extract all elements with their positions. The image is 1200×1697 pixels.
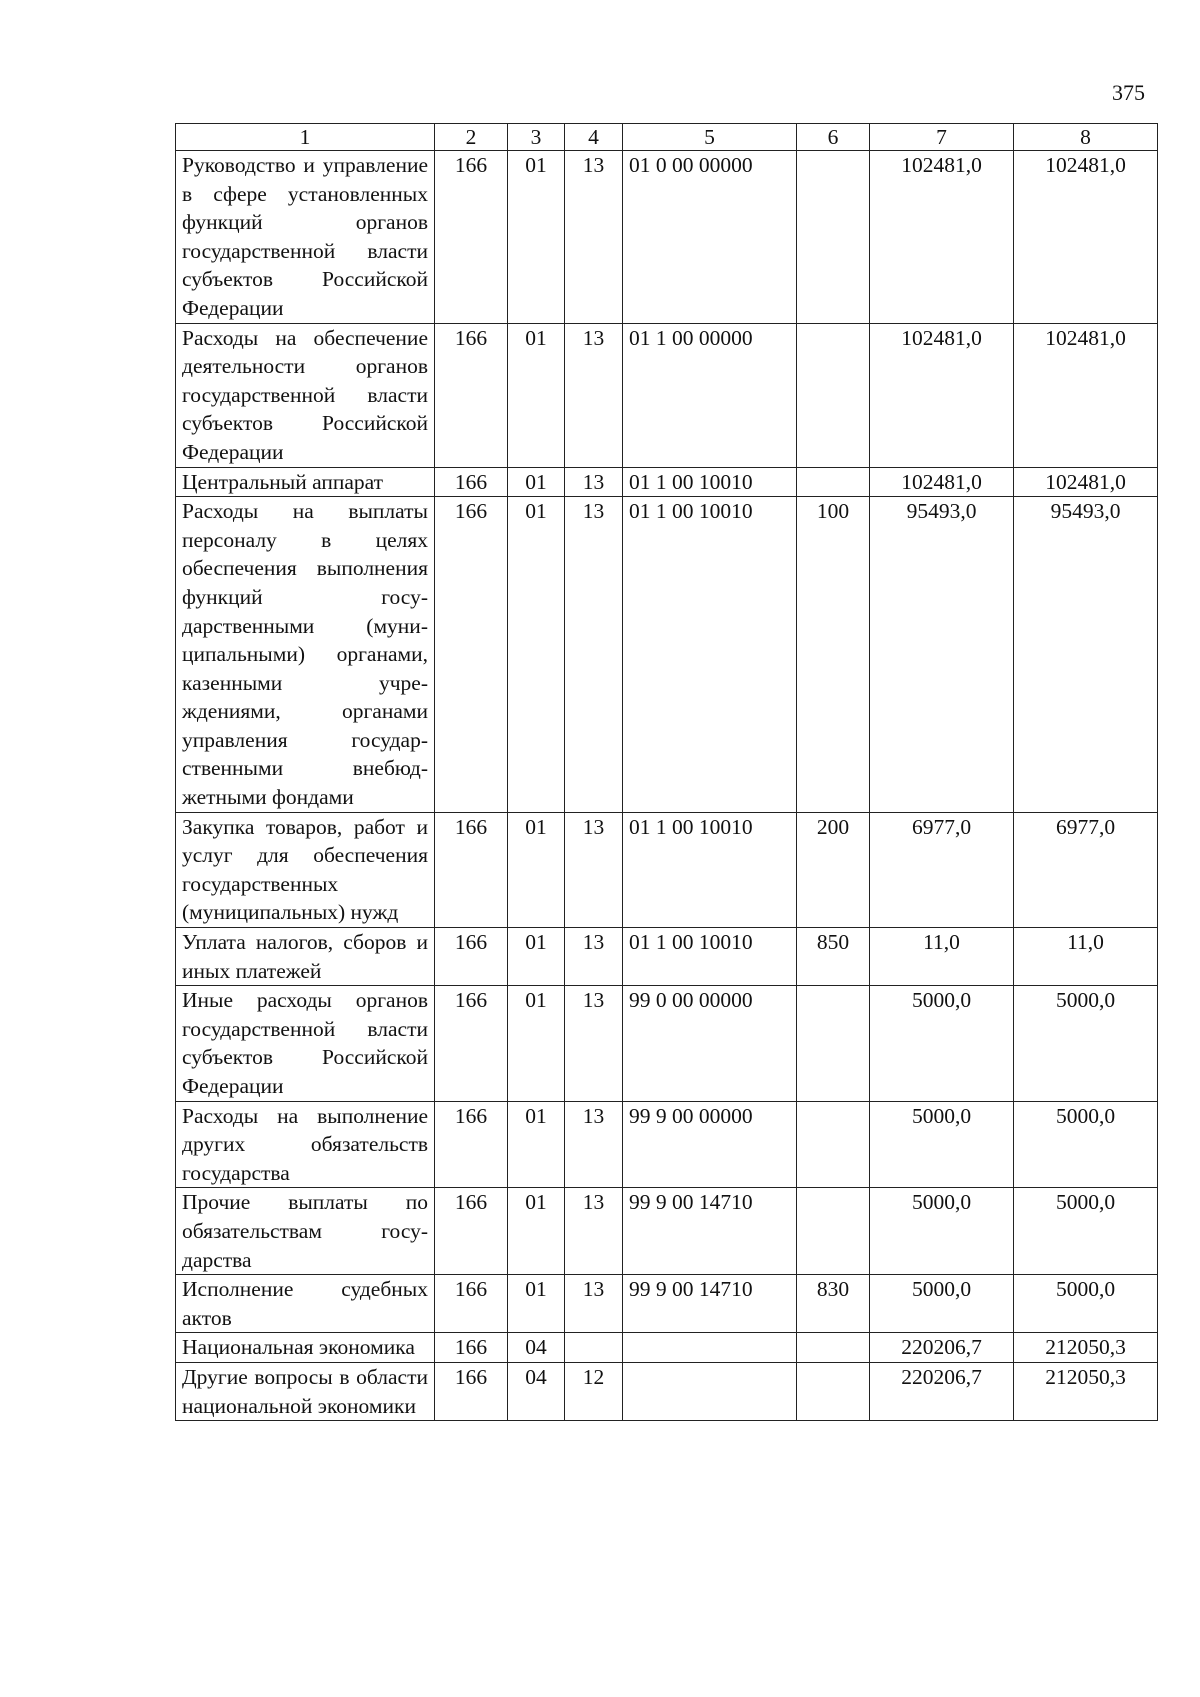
- row-amount-col7-cell: 5000,0: [870, 986, 1014, 1101]
- row-expense-type-cell: [797, 467, 870, 497]
- table-row: [176, 323, 1158, 467]
- row-code-admin-cell: 166: [435, 1275, 508, 1333]
- row-amount-col8-cell: 102481,0: [1014, 323, 1158, 467]
- row-code-admin-cell: 166: [435, 1101, 508, 1188]
- row-subsection-cell: 13: [565, 986, 623, 1101]
- row-amount-col7-cell: 5000,0: [870, 1188, 1014, 1275]
- row-subsection-cell: 13: [565, 497, 623, 813]
- header-cell-1: 1: [176, 124, 435, 151]
- table-row: [176, 1362, 1158, 1420]
- row-amount-col8-cell: 102481,0: [1014, 467, 1158, 497]
- row-section-cell: 01: [508, 323, 565, 467]
- row-description-cell: Руководство и управление в сфере установленных функций органов государственной власти субъектов Российской Федерации: [176, 151, 435, 324]
- row-target-article-cell: 01 1 00 10010: [623, 928, 797, 986]
- row-amount-col7-cell: 6977,0: [870, 812, 1014, 927]
- row-amount-col8-cell: 102481,0: [1014, 151, 1158, 324]
- row-code-admin-cell: 166: [435, 323, 508, 467]
- header-cell-4: 4: [565, 124, 623, 151]
- row-amount-col7-cell: 95493,0: [870, 497, 1014, 813]
- table-row: [176, 812, 1158, 927]
- row-section-cell: 01: [508, 467, 565, 497]
- row-description-cell: Закупка товаров, работ и услуг для обеспечения государственных (муниципальных) нужд: [176, 812, 435, 927]
- row-subsection-cell: [565, 1333, 623, 1363]
- row-subsection-cell: 12: [565, 1362, 623, 1420]
- row-section-cell: 01: [508, 497, 565, 813]
- row-expense-type-cell: [797, 1362, 870, 1420]
- row-amount-col7-cell: 11,0: [870, 928, 1014, 986]
- row-target-article-cell: [623, 1362, 797, 1420]
- header-cell-8: 8: [1014, 124, 1158, 151]
- row-description-cell: Расходы на выплаты персоналу в целях обеспечения выполнения функций государственными (муниципальными) органами, казенными учреждениями, органами управления государственными внебюджетными фондами: [176, 497, 435, 813]
- row-expense-type-cell: [797, 1333, 870, 1363]
- row-expense-type-cell: 830: [797, 1275, 870, 1333]
- table-row: [176, 1275, 1158, 1333]
- row-code-admin-cell: 166: [435, 1188, 508, 1275]
- row-amount-col8-cell: 212050,3: [1014, 1362, 1158, 1420]
- row-amount-col8-cell: 5000,0: [1014, 986, 1158, 1101]
- row-expense-type-cell: 100: [797, 497, 870, 813]
- row-description-cell: Расходы на обеспечение деятельности органов государственной власти субъектов Российской Федерации: [176, 323, 435, 467]
- row-section-cell: 01: [508, 986, 565, 1101]
- table-row: [176, 151, 1158, 324]
- table-row: [176, 928, 1158, 986]
- table-body: [176, 124, 1158, 1421]
- row-subsection-cell: 13: [565, 1188, 623, 1275]
- row-amount-col7-cell: 5000,0: [870, 1275, 1014, 1333]
- header-cell-3: 3: [508, 124, 565, 151]
- row-section-cell: 04: [508, 1362, 565, 1420]
- row-subsection-cell: 13: [565, 467, 623, 497]
- table-row: [176, 497, 1158, 813]
- row-expense-type-cell: [797, 151, 870, 324]
- row-section-cell: 01: [508, 928, 565, 986]
- row-description-cell: Прочие выплаты по обязательствам государства: [176, 1188, 435, 1275]
- row-target-article-cell: 99 0 00 00000: [623, 986, 797, 1101]
- row-target-article-cell: 01 0 00 00000: [623, 151, 797, 324]
- row-amount-col8-cell: 5000,0: [1014, 1275, 1158, 1333]
- row-description-cell: Уплата налогов, сборов и иных платежей: [176, 928, 435, 986]
- row-amount-col8-cell: 11,0: [1014, 928, 1158, 986]
- row-amount-col7-cell: 220206,7: [870, 1362, 1014, 1420]
- row-amount-col7-cell: 102481,0: [870, 467, 1014, 497]
- row-code-admin-cell: 166: [435, 497, 508, 813]
- row-code-admin-cell: 166: [435, 812, 508, 927]
- row-amount-col8-cell: 5000,0: [1014, 1101, 1158, 1188]
- table-row: [176, 1333, 1158, 1363]
- row-description-cell: Другие вопросы в области национальной экономики: [176, 1362, 435, 1420]
- row-amount-col8-cell: 6977,0: [1014, 812, 1158, 927]
- row-target-article-cell: [623, 1333, 797, 1363]
- row-code-admin-cell: 166: [435, 467, 508, 497]
- row-section-cell: 01: [508, 151, 565, 324]
- row-code-admin-cell: 166: [435, 151, 508, 324]
- budget-table: [175, 123, 1158, 1421]
- row-target-article-cell: 01 1 00 10010: [623, 467, 797, 497]
- table-row: [176, 1188, 1158, 1275]
- row-expense-type-cell: [797, 323, 870, 467]
- row-description-cell: Исполнение судебных актов: [176, 1275, 435, 1333]
- row-amount-col8-cell: 212050,3: [1014, 1333, 1158, 1363]
- row-target-article-cell: 01 1 00 10010: [623, 497, 797, 813]
- row-description-cell: Национальная экономика: [176, 1333, 435, 1363]
- table-row: [176, 986, 1158, 1101]
- table-row: [176, 1101, 1158, 1188]
- row-expense-type-cell: [797, 1101, 870, 1188]
- header-cell-2: 2: [435, 124, 508, 151]
- row-subsection-cell: 13: [565, 1101, 623, 1188]
- row-section-cell: 04: [508, 1333, 565, 1363]
- row-amount-col8-cell: 95493,0: [1014, 497, 1158, 813]
- row-section-cell: 01: [508, 812, 565, 927]
- row-code-admin-cell: 166: [435, 986, 508, 1101]
- row-expense-type-cell: 200: [797, 812, 870, 927]
- header-cell-7: 7: [870, 124, 1014, 151]
- page-number: 375: [1112, 80, 1145, 105]
- row-target-article-cell: 99 9 00 14710: [623, 1188, 797, 1275]
- row-code-admin-cell: 166: [435, 1362, 508, 1420]
- row-code-admin-cell: 166: [435, 928, 508, 986]
- row-subsection-cell: 13: [565, 151, 623, 324]
- table-row: [176, 467, 1158, 497]
- row-target-article-cell: 01 1 00 00000: [623, 323, 797, 467]
- row-subsection-cell: 13: [565, 323, 623, 467]
- header-cell-5: 5: [623, 124, 797, 151]
- row-amount-col7-cell: 102481,0: [870, 323, 1014, 467]
- row-amount-col7-cell: 5000,0: [870, 1101, 1014, 1188]
- row-target-article-cell: 01 1 00 10010: [623, 812, 797, 927]
- row-subsection-cell: 13: [565, 928, 623, 986]
- row-amount-col7-cell: 220206,7: [870, 1333, 1014, 1363]
- row-description-cell: Центральный аппарат: [176, 467, 435, 497]
- table-header-row: [176, 124, 1158, 151]
- row-description-cell: Иные расходы органов государственной власти субъектов Российской Федерации: [176, 986, 435, 1101]
- header-cell-6: 6: [797, 124, 870, 151]
- row-amount-col7-cell: 102481,0: [870, 151, 1014, 324]
- row-target-article-cell: 99 9 00 00000: [623, 1101, 797, 1188]
- row-expense-type-cell: [797, 1188, 870, 1275]
- row-section-cell: 01: [508, 1188, 565, 1275]
- row-subsection-cell: 13: [565, 812, 623, 927]
- row-expense-type-cell: 850: [797, 928, 870, 986]
- row-section-cell: 01: [508, 1275, 565, 1333]
- row-amount-col8-cell: 5000,0: [1014, 1188, 1158, 1275]
- row-target-article-cell: 99 9 00 14710: [623, 1275, 797, 1333]
- row-description-cell: Расходы на выполнение других обязательств государства: [176, 1101, 435, 1188]
- row-expense-type-cell: [797, 986, 870, 1101]
- row-subsection-cell: 13: [565, 1275, 623, 1333]
- row-code-admin-cell: 166: [435, 1333, 508, 1363]
- row-section-cell: 01: [508, 1101, 565, 1188]
